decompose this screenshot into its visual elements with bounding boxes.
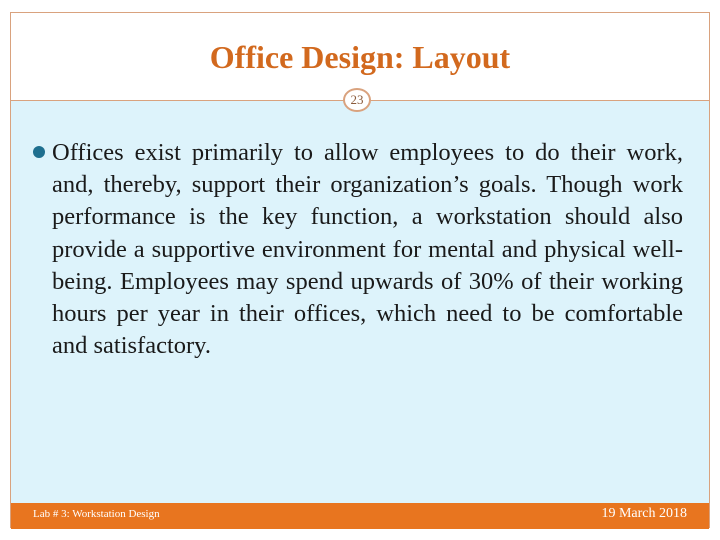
- slide: [10, 12, 710, 528]
- bullet-icon: [33, 146, 45, 158]
- footer-course-label: Lab # 3: Workstation Design: [33, 508, 160, 520]
- bullet-item: [33, 137, 683, 362]
- footer-date: 19 March 2018: [601, 506, 687, 521]
- footer-bar: [11, 503, 709, 529]
- page-number-badge: 23: [343, 88, 371, 112]
- slide-title: Office Design: Layout: [209, 39, 511, 75]
- content-area: [11, 101, 709, 503]
- bullet-text: Offices exist primarily to allow employees to do their work, and, thereby, support their organization’s goals. Though work performance is the key function, a workstation should also provide a supportive environment for mental and physical well-being. Employees may spend upwards of 30% of their working hours per year in their offices, which need to be comfortable and satisfactory.: [52, 139, 683, 360]
